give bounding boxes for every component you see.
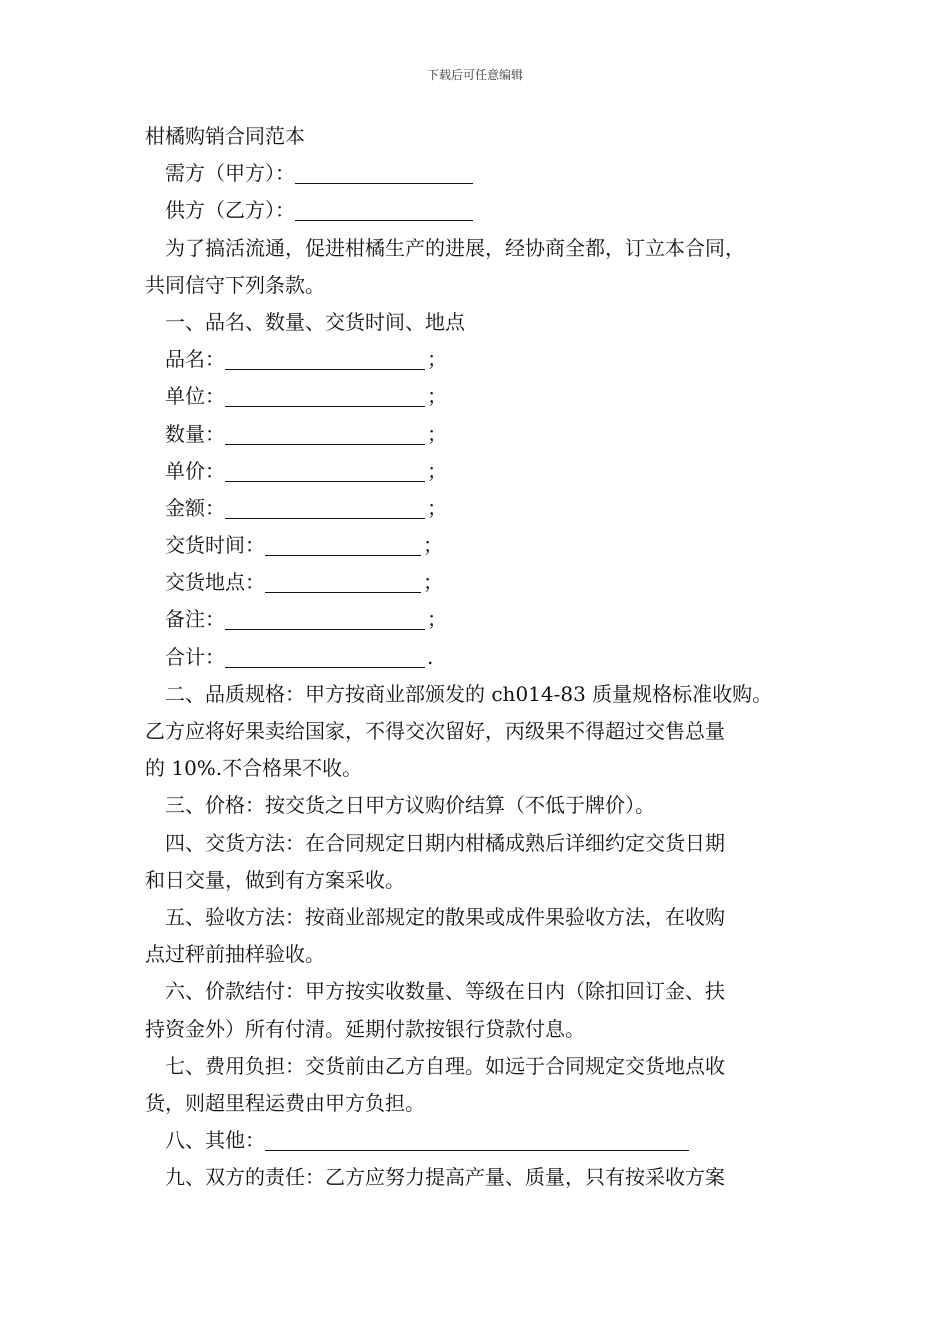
field-price-line	[145, 453, 825, 490]
buyer-label: 需方（甲方）：	[165, 161, 295, 186]
field-unit-label: 单位：	[165, 384, 225, 409]
section9-line-1: 九、双方的责任：乙方应努力提高产量、质量，只有按采收方案	[165, 1165, 725, 1190]
field-amount-label: 金额：	[165, 495, 225, 520]
section1-heading: 一、品名、数量、交货时间、地点	[165, 309, 465, 334]
field-time-label: 交货时间：	[165, 533, 265, 558]
section7-line-1: 七、费用负担：交货前由乙方自理。如远于合同规定交货地点收	[165, 1053, 725, 1078]
intro-line-1: 为了搞活流通，促进柑橘生产的进展，经协商全都，订立本合同，	[165, 235, 745, 260]
field-unit-line	[145, 378, 825, 415]
field-amount-line	[145, 490, 825, 527]
field-name-blank[interactable]	[225, 345, 425, 370]
field-quantity-label: 数量：	[165, 421, 225, 446]
field-place-blank[interactable]	[265, 568, 421, 593]
field-quantity-punct: ；	[427, 421, 447, 446]
section4-line-1: 四、交货方法：在合同规定日期内柑橘成熟后详细约定交货日期	[165, 830, 725, 855]
field-time-punct: ；	[423, 533, 443, 558]
section8-line	[145, 1122, 825, 1159]
section2-line-3: 的 10%.不合格果不收。	[145, 756, 363, 781]
field-unit-punct: ；	[427, 384, 447, 409]
field-quantity-blank[interactable]	[225, 420, 425, 445]
section2-line-1: 二、品质规格：甲方按商业部颁发的 ch014-83 质量规格标准收购。	[165, 681, 773, 706]
section7-line-2: 货，则超里程运费由甲方负担。	[145, 1090, 425, 1115]
field-time-line	[145, 527, 825, 564]
section8-blank[interactable]	[265, 1126, 689, 1151]
section6-line-1: 六、价款结付：甲方按实收数量、等级在日内（除扣回订金、扶	[165, 979, 725, 1004]
field-total-line	[145, 639, 825, 676]
document-body	[145, 118, 825, 1196]
field-name-label: 品名：	[165, 347, 225, 372]
field-name-line	[145, 341, 825, 378]
field-place-label: 交货地点：	[165, 570, 265, 595]
field-name-punct: ；	[427, 347, 447, 372]
seller-blank[interactable]	[295, 196, 473, 221]
document-title: 柑橘购销合同范本	[145, 124, 305, 148]
section4-line-2: 和日交量，做到有方案采收。	[145, 867, 405, 892]
section2-line-2: 乙方应将好果卖给国家，不得交次留好，丙级果不得超过交售总量	[145, 719, 725, 743]
intro-line-2: 共同信守下列条款。	[145, 272, 325, 297]
section5-line-1: 五、验收方法：按商业部规定的散果或成件果验收方法，在收购	[165, 904, 725, 929]
section8-label: 八、其他：	[165, 1128, 265, 1153]
field-price-label: 单价：	[165, 458, 225, 483]
field-time-blank[interactable]	[265, 531, 421, 556]
field-amount-blank[interactable]	[225, 494, 425, 519]
seller-line	[145, 192, 825, 229]
section3-line-1: 三、价格：按交货之日甲方议购价结算（不低于牌价）。	[165, 793, 655, 818]
field-amount-punct: ；	[427, 495, 447, 520]
section6-line-2: 持资金外）所有付清。延期付款按银行贷款付息。	[145, 1016, 585, 1041]
field-remark-blank[interactable]	[225, 605, 425, 630]
field-remark-punct: ；	[427, 607, 447, 632]
buyer-blank[interactable]	[295, 159, 473, 184]
field-remark-line	[145, 601, 825, 638]
field-place-punct: ；	[423, 570, 443, 595]
field-price-blank[interactable]	[225, 457, 425, 482]
page-header: 下载后可任意编辑	[426, 68, 523, 82]
field-remark-label: 备注：	[165, 607, 225, 632]
field-unit-blank[interactable]	[225, 382, 425, 407]
field-place-line	[145, 564, 825, 601]
field-price-punct: ；	[427, 458, 447, 483]
seller-label: 供方（乙方）：	[165, 198, 295, 223]
section5-line-2: 点过秤前抽样验收。	[145, 942, 325, 967]
field-total-blank[interactable]	[225, 643, 425, 668]
field-total-label: 合计：	[165, 644, 225, 669]
buyer-line	[145, 155, 825, 192]
field-quantity-line	[145, 416, 825, 453]
field-total-punct: .	[427, 644, 434, 669]
